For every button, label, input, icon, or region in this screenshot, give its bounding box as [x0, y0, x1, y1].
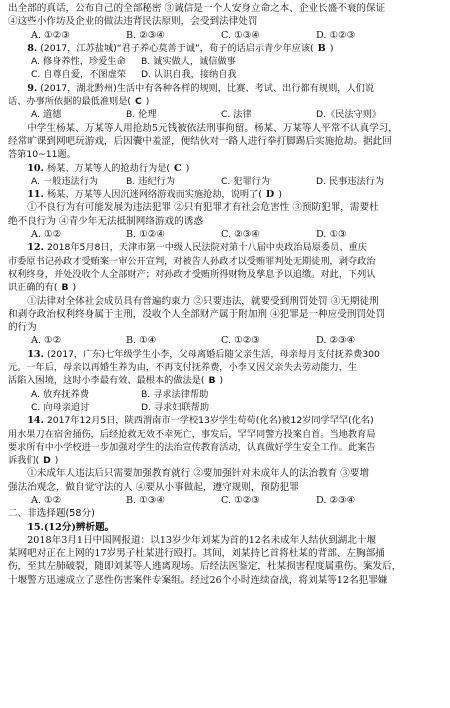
statement-line: 的行为 [8, 322, 37, 334]
option-b: B. ②③④ [126, 29, 165, 41]
text-line: 出全部的真话，公布自己的全部秘密 ③诚信是一个人安身立命之本、企业长盛不衰的保证 [8, 3, 386, 14]
answer-options [8, 401, 444, 414]
question-answer: B [317, 42, 326, 54]
option-c: C. ①②③ [221, 335, 260, 347]
statement-line: 和剥夺政治权利终身属于主刑，没收个人全部财产属于附加刑 ④犯罪是一种应受刑罚处罚 [8, 308, 386, 320]
answer-options [8, 108, 444, 121]
option-d: D. 寻求妇联帮助 [141, 401, 210, 413]
question-stem: 权利终身，并处没收个人全部财产；对孙政才受贿所得财物及孳息予以追缴。对此，下列认 [8, 268, 376, 280]
question-number: 10. [27, 162, 44, 174]
question-stem: 2018年5月8日，天津市第一中级人民法院对第十八届中央政治局原委员、重庆 [46, 242, 367, 254]
question-number: 11. [27, 189, 44, 201]
option-a: A. 修身养性，珍爱生命 [31, 56, 126, 68]
question-paren: ) [278, 189, 282, 201]
option-d: D.《民法守则》 [316, 109, 382, 121]
question-paren: ) [185, 162, 190, 174]
option-b: B. ①④ [126, 335, 157, 347]
question-answer: B [61, 282, 69, 294]
option-a: A. ①② [31, 494, 62, 506]
option-c: C. 自尊自爱，不图虚荣 [31, 69, 126, 81]
option-b: B. 伦理 [126, 109, 157, 121]
question-paren: ) [54, 455, 59, 467]
question-number: 13. [27, 348, 44, 360]
material-text: 某网吧对正在上网的17岁男子杜某进行殴打。其间，刘某持匕首将杜某的背部、左胸部捅 [8, 548, 385, 560]
material-text: 十堰警方迅速成立了恶性伤害案件专案组。经过26个小时连续奋战，将刘某等12名犯罪嫌 [8, 574, 388, 586]
question-stem: 要求所有中小学校进一步加强对学生的法治宣传教育活动，认真做好学生安全工作。此案告 [8, 441, 376, 453]
answer-options [8, 388, 444, 401]
question-paren: ) [72, 282, 77, 294]
material-text: 答第10~11题。 [8, 149, 76, 161]
question-14 [8, 414, 444, 427]
option-b: B. 诚实做人，诚信做事 [141, 56, 236, 68]
question-paren: ) [219, 375, 224, 387]
answer-options [8, 68, 444, 81]
material-text: 2018年3月1日中国网报道：以13岁少年刘某为首的12名未成年人结伙到湖北十堰 [27, 534, 377, 546]
answer-options [8, 175, 444, 188]
statement-line: ①不良行为有可能发展为违法犯罪 ②只有犯罪才有社会危害性 ③预防犯罪，需要杜 [27, 202, 379, 214]
option-a: A. 道德 [31, 109, 62, 121]
question-stem: 2017年12月5日，陕西渭南市一学校13岁学生苟苟(化名)被12岁同学罕罕(化名) [46, 415, 374, 427]
option-a: A. ①② [31, 335, 62, 347]
option-d: D. ①②③ [316, 29, 356, 41]
question-stem: 市委原书记孙政才受贿案一审公开宣判，对被告人孙政才以受贿罪判处无期徒刑，剥夺政治 [8, 255, 376, 267]
question-11 [8, 188, 444, 201]
option-d: D. ②③④ [316, 494, 356, 506]
question-answer: D [43, 455, 51, 467]
question-stem: 杨某、万某等人因沉迷网络游戏而实施抢劫，说明了( [46, 189, 262, 201]
question-paren: ) [329, 42, 334, 54]
statement-line: 强法治观念，做自觉守法的人 ④要从小事做起，遵守规则，预防犯罪 [8, 481, 299, 493]
option-c: C. 犯罪行为 [221, 175, 271, 187]
option-c: C. ②③④ [221, 229, 260, 241]
question-stem: 识正确的有( [8, 282, 58, 294]
question-stem: 杨某、万某等人的抢劫行为是( [46, 162, 170, 174]
answer-options [8, 55, 444, 68]
text-line [8, 374, 444, 387]
option-b: B. ①③④ [126, 494, 165, 506]
option-c: C. 向母亲追讨 [31, 401, 90, 413]
option-c: C. 法律 [221, 109, 252, 121]
question-answer: B [208, 375, 216, 387]
question-stem: (2017，江苏盐城)“君子养心莫善于诚”，荀子的话启示青少年应该( [40, 42, 314, 54]
question-stem: (2017，广东)七年级学生小李，父母离婚后随父亲生活，母亲每月支付抚养费300 [46, 348, 380, 360]
option-c: C. ①②③ [221, 494, 260, 506]
question-number: 8. [27, 42, 38, 54]
question-stem: 用水果刀在宿舍捅伤，后经抢救无效不幸死亡，事发后，罕罕同警方投案自首。当地教育局 [8, 428, 376, 440]
question-paren: ) [145, 96, 150, 108]
question-stem: 活陷入困境，这时小李最有效、最根本的做法是( [8, 375, 205, 387]
question-answer: C [173, 162, 182, 174]
option-d: D. 民事违法行为 [316, 175, 385, 187]
section-heading: 二、非选择题(58分) [8, 508, 95, 520]
answer-options [8, 494, 444, 507]
option-d: D. 认识自我，接纳自我 [141, 69, 237, 81]
statement-line: ①法律对全体社会成员具有普遍约束力 ②只要违法，就要受到刑罚处罚 ③无期徒刑 [27, 295, 379, 307]
question-15-heading: 15.(12分)辨析题。 [27, 521, 115, 533]
answer-options [8, 228, 444, 241]
text-line: ④这些小作坊及企业的做法违背民法原则，会受到法律处罚 [8, 16, 258, 28]
text-line [8, 454, 444, 467]
question-answer: D [265, 189, 275, 201]
question-answer: C [135, 96, 142, 108]
option-c: C. ①③④ [221, 29, 260, 41]
question-13 [8, 348, 444, 361]
option-d: D. ①③ [316, 229, 347, 241]
question-number: 9. [27, 82, 38, 94]
option-b: B. ①②④ [126, 229, 165, 241]
text-line [8, 281, 444, 294]
question-number: 12. [27, 242, 44, 254]
option-a: A. 放弃抚养费 [31, 388, 89, 400]
statement-line: 绝不良行为 ④青少年无法抵制网络游戏的诱惑 [8, 215, 203, 227]
question-stem: (2017，湖北黔州)生活中有各种各样的规则，比赛、考试、出行都有规则，人们说 [40, 82, 375, 94]
question-9 [8, 82, 444, 95]
option-b: B. 寻求法律帮助 [141, 388, 209, 400]
statement-line: ①未成年人违法后只需要加强教育就行 ②要加强针对未成年人的法治教育 ③要增 [27, 468, 370, 480]
question-12 [8, 241, 444, 254]
question-stem: 诉我们( [8, 455, 40, 467]
option-a: A. 一般违法行为 [31, 175, 99, 187]
answer-options [8, 29, 444, 42]
question-10 [8, 162, 444, 175]
option-b: B. 违纪行为 [126, 175, 175, 187]
option-a: A. ①② [31, 229, 62, 241]
question-stem: 元。一年后，母亲以再婚生养为由，不再支付抚养费，小李又因父亲失去劳动能力，生 [8, 362, 358, 374]
material-text: 伤，至其左肺破裂，随即刘某等人逃离现场。后经法医鉴定，杜某损害程度属重伤。案发后， [8, 561, 402, 573]
question-number: 14. [27, 415, 44, 427]
option-a: A. ①②③ [31, 29, 70, 41]
material-text: 中学生杨某、万某等人用抢劫5元钱被依法刑事拘留。杨某、万某等人平常不认真学习， [27, 122, 398, 134]
question-8 [8, 42, 444, 55]
option-d: D. ②③④ [316, 335, 356, 347]
answer-options [8, 334, 444, 347]
material-text: 经常旷课到网吧玩游戏，后因囊中羞涩，便结伙对一路人进行拳打脚踢后实施抢劫。据此回 [8, 135, 392, 147]
question-stem: 话、办事所依据的最低准则是( [8, 96, 132, 108]
text-line [8, 95, 444, 108]
